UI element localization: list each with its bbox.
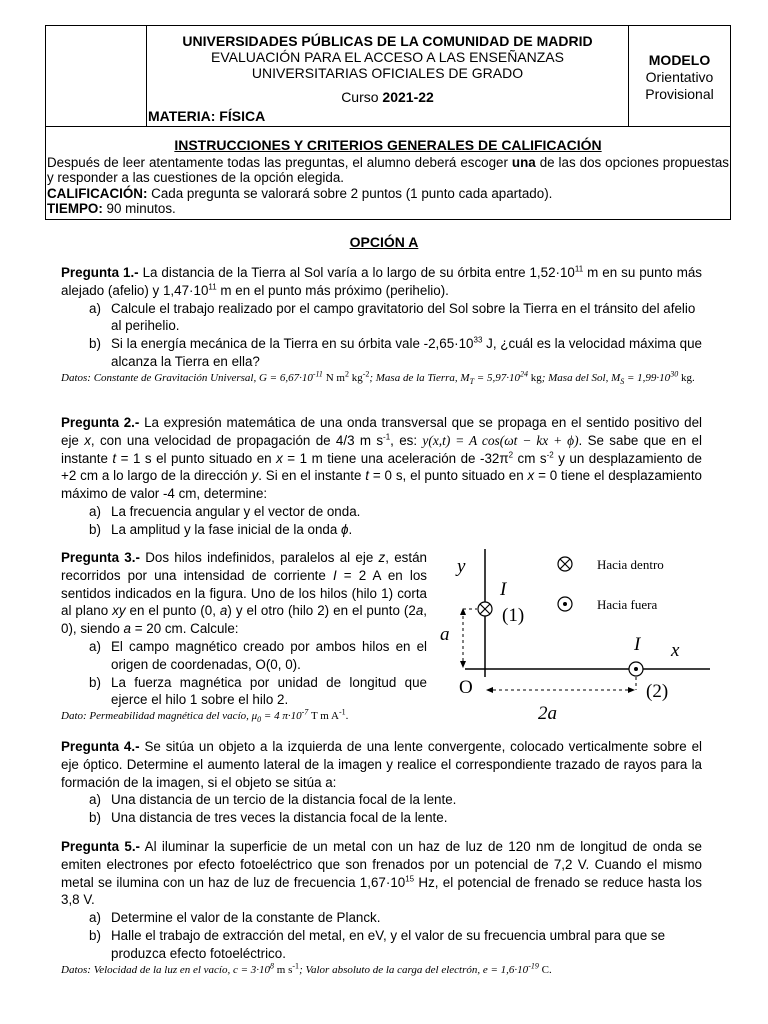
q1-t1: La distancia de la Tierra al Sol varía a lo largo de su órbita entre 1,52·10 bbox=[138, 265, 575, 280]
q2-t4: . Se sabe que en el instante bbox=[61, 432, 702, 466]
q1-d8: T bbox=[469, 376, 475, 386]
q2-label: Pregunta 2.- bbox=[61, 415, 140, 430]
question-1 bbox=[61, 264, 702, 385]
q3-t2: , están recorridos por una intensidad de corriente bbox=[61, 550, 427, 583]
evaluation-line-1: EVALUACIÓN PARA EL ACCESO A LAS ENSEÑANZAS bbox=[211, 49, 564, 65]
q3-t6: , 0), siendo bbox=[61, 603, 427, 637]
q2-t2: , con una velocidad de propagación de 4/3 m s bbox=[90, 432, 384, 448]
q4-statement bbox=[61, 738, 702, 791]
q1-d15: 30 bbox=[670, 369, 679, 379]
q2-statement bbox=[61, 414, 702, 503]
q2-t9: . Si en el instante bbox=[258, 468, 366, 484]
q4-text: Se sitúa un objeto a la izquierda de una lente convergente, colocado verticalmente sobre el eje óptico. Determine el aumento lateral de la imagen y realice el correspondiente trazado de rayos para la formación de la imagen, si el objeto se sitúa a: bbox=[61, 739, 703, 790]
q5-statement bbox=[61, 838, 702, 909]
course-prefix: Curso bbox=[341, 89, 383, 105]
q2-t6: = 1 m tiene una aceleración de -32π bbox=[282, 450, 509, 466]
q5-t1: Al iluminar la superficie de un metal con un haz de luz de 120 nm de longitud de onda se emiten electrones por efecto fotoeléctrico que son frenados por un potencial de 7,2 V. Cuando el mismo metal se ilumina con un haz de luz de frecuencia 1,67·10 bbox=[61, 839, 702, 890]
q3-d2: 0 bbox=[257, 715, 262, 725]
q5-e1: 15 bbox=[405, 874, 415, 884]
q2-b-phi: ϕ bbox=[341, 521, 349, 537]
wire-1-label: (1) bbox=[502, 605, 525, 626]
q1-a-label: a) bbox=[89, 300, 101, 316]
distance-a-label: a bbox=[440, 624, 450, 645]
q2-b-label: b) bbox=[89, 521, 101, 537]
q1-d9: = 5,97·10 bbox=[474, 371, 520, 384]
distance-2a-label: 2a bbox=[538, 703, 557, 724]
model-sub-2: Provisional bbox=[645, 86, 714, 102]
q3-item-a bbox=[61, 638, 427, 674]
evaluation-line-2: UNIVERSITARIAS OFICIALES DE GRADO bbox=[251, 65, 524, 81]
course-year: 2021-22 bbox=[382, 89, 434, 105]
q4-item-b bbox=[61, 809, 702, 827]
q5-d2: 8 bbox=[270, 960, 275, 970]
q5-a-label: a) bbox=[89, 910, 101, 926]
model-cell bbox=[628, 26, 730, 126]
course-line bbox=[147, 89, 628, 105]
q3-b-text: La fuerza magnética por unidad de longitud que ejerce el hilo 1 sobre el hilo 2. bbox=[111, 674, 427, 708]
q3-a2: a bbox=[415, 603, 424, 619]
q4-a-text: Una distancia de un tercio de la distancia focal de la lente. bbox=[111, 792, 457, 808]
q3-a-label: a) bbox=[89, 638, 101, 654]
current-1-label: I bbox=[500, 579, 507, 600]
q1-d13: S bbox=[620, 376, 625, 386]
header-logo-cell bbox=[46, 26, 147, 126]
q1-e1: 11 bbox=[574, 264, 584, 274]
q1-item-a bbox=[61, 300, 702, 336]
q4-item-a bbox=[61, 791, 702, 809]
q1-t3: m en el punto más próximo (perihelio). bbox=[216, 282, 449, 298]
grading-line bbox=[47, 186, 729, 202]
q1-a-text: Calcule el trabajo realizado por el campo gravitatorio del Sol sobre la Tierra en el tránsito del afelio al perihelio. bbox=[111, 300, 696, 334]
time-line bbox=[47, 201, 729, 217]
q5-d3: m s bbox=[274, 963, 293, 976]
q3-d5: T m A bbox=[308, 710, 339, 723]
q2-t5: = 1 s el punto situado en bbox=[116, 450, 277, 466]
q1-d12: ; Masa del Sol, M bbox=[541, 371, 621, 384]
q2-t3: , es: bbox=[390, 432, 423, 448]
q5-label: Pregunta 5.- bbox=[61, 839, 141, 854]
q4-a-label: a) bbox=[89, 792, 101, 808]
instructions-title: INSTRUCCIONES Y CRITERIOS GENERALES DE CALIFICACIÓN bbox=[174, 137, 602, 153]
q3-a3: a bbox=[123, 621, 131, 637]
q1-b-t1: Si la energía mecánica de la Tierra en su órbita vale -2,65·10 bbox=[111, 336, 474, 352]
q3-d7: . bbox=[345, 710, 349, 723]
q3-t1: Dos hilos indefinidos, paralelos al eje bbox=[139, 550, 379, 565]
question-4 bbox=[61, 738, 702, 827]
x-axis-label: x bbox=[671, 640, 680, 661]
q5-d6: -19 bbox=[528, 960, 539, 970]
q2-t11: = 0 tiene el desplazamiento máximo de valor -4 cm, determine: bbox=[61, 468, 703, 502]
exam-header bbox=[45, 25, 731, 127]
q1-t2: m en su punto más alejado (afelio) y 1,47·10 bbox=[61, 265, 702, 298]
legend-out-icon bbox=[558, 597, 572, 611]
q2-x1: x bbox=[84, 432, 91, 448]
q2-t8: y un desplazamiento de +2 cm a lo largo de la dirección bbox=[61, 450, 702, 484]
q1-d10: 24 bbox=[519, 369, 528, 379]
q3-item-b bbox=[61, 674, 427, 710]
q1-d5: kg bbox=[348, 371, 363, 384]
q3-d1: Dato: Permeabilidad magnética del vacío, μ bbox=[61, 710, 258, 723]
q5-b-text: Halle el trabajo de extracción del metal, en eV, y el valor de su frecuencia umbral para que se produzca efecto fotoeléctrico. bbox=[111, 927, 666, 961]
q5-data bbox=[61, 960, 702, 977]
q2-t7: cm s bbox=[513, 450, 547, 466]
q5-d7: C. bbox=[538, 963, 552, 976]
q5-item-a bbox=[61, 909, 702, 927]
q1-label: Pregunta 1.- bbox=[61, 265, 139, 280]
university-title: UNIVERSIDADES PÚBLICAS DE LA COMUNIDAD DE MADRID bbox=[182, 33, 593, 49]
q4-label: Pregunta 4.- bbox=[61, 739, 140, 754]
q3-t7: = 20 cm. Calcule: bbox=[130, 621, 239, 637]
q1-item-b bbox=[61, 335, 702, 371]
q1-d6: -2 bbox=[362, 369, 370, 379]
q2-e1: -1 bbox=[383, 432, 391, 442]
q2-a-text: La frecuencia angular y el vector de onda. bbox=[111, 503, 361, 519]
time-label: TIEMPO: bbox=[47, 201, 103, 217]
q2-tv2: t bbox=[365, 468, 370, 484]
time-text: 90 minutos. bbox=[102, 201, 176, 217]
q3-label: Pregunta 3.- bbox=[61, 550, 140, 565]
subject-label: MATERIA: FÍSICA bbox=[148, 108, 266, 124]
grading-text: Cada pregunta se valorará sobre 2 puntos (1 punto cada apartado). bbox=[147, 185, 553, 201]
wire-2-label: (2) bbox=[646, 681, 669, 702]
q3-t4: en el punto (0, bbox=[125, 603, 220, 619]
q1-b-label: b) bbox=[89, 336, 101, 352]
question-5 bbox=[61, 838, 702, 977]
q3-statement bbox=[61, 549, 427, 638]
q2-e2: 2 bbox=[508, 450, 514, 460]
q3-b-label: b) bbox=[89, 674, 101, 690]
question-2 bbox=[61, 414, 702, 539]
q5-d5: ; Valor absoluto de la carga del electrón, e = 1,6·10 bbox=[299, 963, 529, 976]
y-axis-label: y bbox=[457, 556, 466, 577]
question-3 bbox=[61, 549, 427, 723]
q1-d4: 2 bbox=[344, 369, 349, 379]
q2-t10: = 0 s, el punto situado en bbox=[369, 468, 528, 484]
q5-item-b bbox=[61, 927, 702, 963]
q5-t2: Hz, el potencial de frenado se reduce hasta los 3,8 V. bbox=[61, 874, 702, 908]
distance-2a-arrow-left bbox=[486, 687, 493, 693]
q3-d4: -7 bbox=[301, 707, 309, 717]
q2-e3: -2 bbox=[546, 450, 554, 460]
legend-into-icon bbox=[558, 557, 572, 571]
model-title: MODELO bbox=[648, 52, 711, 68]
q1-d7: ; Masa de la Tierra, M bbox=[369, 371, 470, 384]
q3-t5: ) y el otro (hilo 2) en el punto (2 bbox=[227, 603, 416, 619]
distance-2a-arrow-right bbox=[628, 687, 635, 693]
q2-xv2: x bbox=[527, 468, 535, 484]
magnetic-field-figure bbox=[435, 547, 710, 727]
option-title: OPCIÓN A bbox=[349, 234, 419, 250]
q2-b-text: La amplitud y la fase inicial de la onda bbox=[111, 521, 342, 537]
q3-a1: a bbox=[219, 603, 228, 619]
grading-label: CALIFICACIÓN: bbox=[47, 185, 148, 201]
q2-t1: La expresión matemática de una onda transversal que se propaga en el sentido positivo del eje bbox=[61, 415, 702, 448]
q1-d1: Datos: Constante de Gravitación Universal, G = 6,67·10 bbox=[61, 371, 313, 384]
q3-a-text: El campo magnético creado por ambos hilos en el origen de coordenadas, O(0, 0). bbox=[111, 638, 427, 672]
q2-formula: y(x,t) = A cos(ωt − kx + ϕ) bbox=[422, 432, 579, 448]
legend-out-label: Hacia fuera bbox=[597, 597, 658, 612]
q1-d16: kg. bbox=[678, 371, 695, 384]
model-sub-1: Orientativo bbox=[645, 69, 714, 85]
q3-t3: = 2 A en los sentidos indicados en la figura. Uno de los hilos (hilo 1) corta al plano bbox=[61, 567, 427, 619]
q3-I: I bbox=[332, 567, 337, 583]
q4-b-label: b) bbox=[89, 810, 101, 826]
instructions-text-bold: una bbox=[511, 154, 536, 170]
q5-a-text: Determine el valor de la constante de Planck. bbox=[111, 910, 381, 926]
q2-b-end: . bbox=[348, 521, 353, 537]
q3-z: z bbox=[378, 550, 386, 565]
q2-a-label: a) bbox=[89, 503, 101, 519]
q1-d3: N m bbox=[322, 371, 345, 384]
q1-e2: 11 bbox=[208, 282, 217, 292]
q2-xv1: x bbox=[276, 450, 283, 466]
legend-into-label: Hacia dentro bbox=[597, 557, 664, 572]
q1-b-t2: J, ¿cuál es la velocidad máxima que alcanza la Tierra en ella? bbox=[111, 336, 702, 369]
q2-tv1: t bbox=[112, 450, 117, 466]
q2-item-b bbox=[61, 521, 702, 539]
q3-d3: = 4 π·10 bbox=[261, 710, 302, 723]
q2-item-a bbox=[61, 503, 702, 521]
q1-statement bbox=[61, 264, 702, 300]
q3-data bbox=[61, 709, 427, 723]
q3-xy: xy bbox=[112, 603, 126, 619]
q1-data bbox=[61, 371, 702, 385]
q1-b-e: 33 bbox=[473, 335, 483, 345]
q2-yv: y bbox=[251, 468, 259, 484]
q1-d2: -11 bbox=[312, 369, 323, 379]
q5-d4: -1 bbox=[292, 960, 300, 970]
header-title-cell bbox=[147, 26, 628, 126]
current-2-label: I bbox=[634, 634, 641, 655]
instructions-text-b: de las dos opciones propuestas y responder a las cuestiones de la opción elegida. bbox=[47, 154, 729, 186]
instructions-box bbox=[45, 126, 731, 220]
q5-d1: Datos: Velocidad de la luz en el vacío, c = 3·10 bbox=[61, 963, 271, 976]
distance-a-arrow-down bbox=[460, 661, 466, 668]
q1-d11: kg bbox=[527, 371, 542, 384]
q4-b-text: Una distancia de tres veces la distancia focal de la lente. bbox=[111, 810, 448, 826]
instructions-text-a: Después de leer atentamente todas las preguntas, el alumno deberá escoger bbox=[47, 154, 512, 170]
instructions-text bbox=[47, 155, 729, 186]
q5-b-label: b) bbox=[89, 927, 101, 943]
q1-d14: = 1,99·10 bbox=[624, 371, 671, 384]
q3-d6: -1 bbox=[338, 707, 346, 717]
wire-1-into-icon bbox=[478, 602, 492, 616]
origin-label: O bbox=[459, 677, 473, 698]
wire-2-out-icon bbox=[629, 662, 643, 676]
